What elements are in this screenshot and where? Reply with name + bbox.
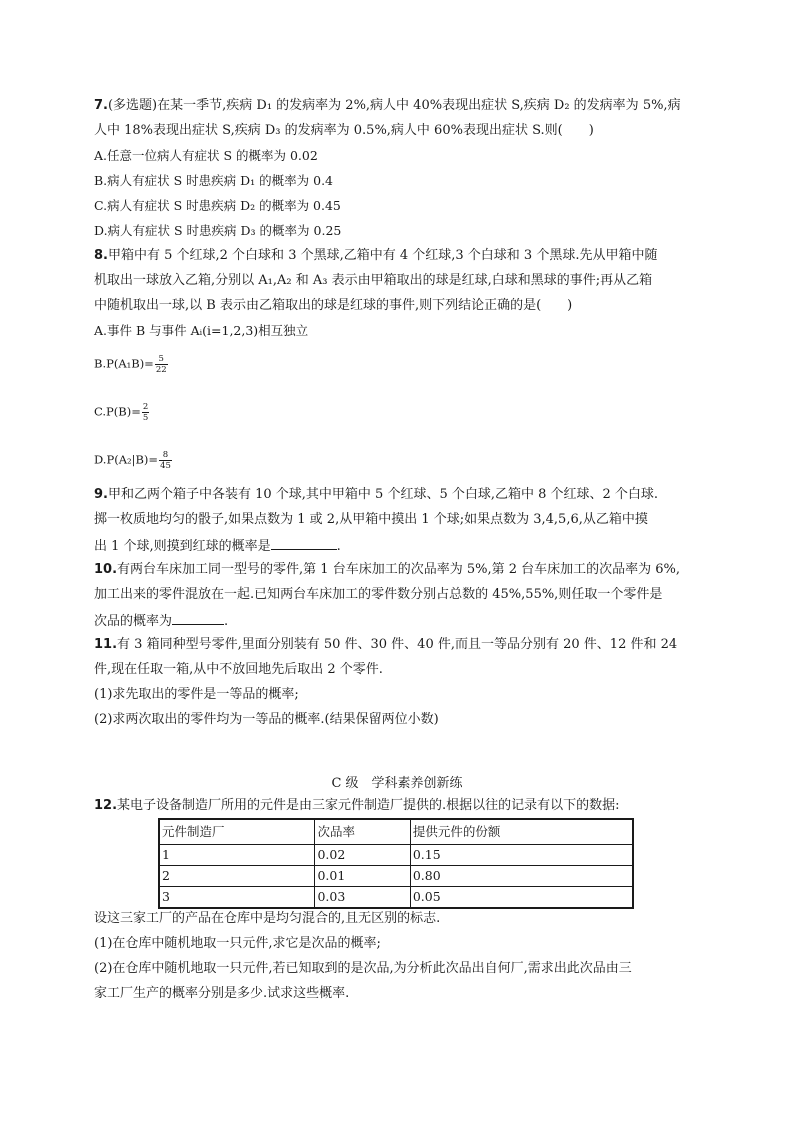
q9-line-2: 掷一枚质地均匀的骰子,如果点数为 1 或 2,从甲箱中摸出 1 个球;如果点数为 3,4,5,6,从乙箱中摸 xyxy=(94,512,648,527)
q8-option-a: A.事件 B 与事件 Aᵢ(i=1,2,3)相互独立 xyxy=(94,323,309,338)
q9-line-3: 出 1 个球,则摸到红球的概率是 . xyxy=(94,536,341,556)
q9-number: 9. xyxy=(94,487,108,502)
q7-option-a: A.任意一位病人有症状 S 的概率为 0.02 xyxy=(94,148,318,163)
q8-stem-line-1: 8.甲箱中有 5 个红球,2 个白球和 3 个黑球,乙箱中有 4 个红球,3 个白球和 3 个黑球.先从甲箱中随 xyxy=(94,248,658,263)
table-row xyxy=(159,866,633,887)
table-cell: 1 xyxy=(159,845,315,866)
q11-sub-1: (1)求先取出的零件是一等品的概率; xyxy=(94,687,299,702)
table-cell: 2 xyxy=(159,866,315,887)
q12-sub-1: (1)在仓库中随机地取一只元件,求它是次品的概率; xyxy=(94,936,381,951)
q12-intro: 12.某电子设备制造厂所用的元件是由三家元件制造厂提供的.根据以往的记录有以下的数据: xyxy=(94,798,620,813)
table-cell: 0.15 xyxy=(410,845,633,866)
q11-line-1: 11.有 3 箱同种型号零件,里面分别装有 50 件、30 件、40 件,而且一等品分别有 20 件、12 件和 24 xyxy=(94,637,678,652)
q11-sub-2: (2)求两次取出的零件均为一等品的概率.(结果保留两位小数) xyxy=(94,712,439,727)
fraction: $\frac{2}{5}$ xyxy=(142,402,149,423)
q8-stem-line-2: 机取出一球放入乙箱,分别以 A₁,A₂ 和 A₃ 表示由甲箱取出的球是红球,白球和黑球的事件;再从乙箱 xyxy=(94,273,653,288)
table-header: 次品率 xyxy=(315,819,410,845)
table-row xyxy=(159,845,633,866)
table-cell: 0.80 xyxy=(410,866,633,887)
answer-blank[interactable] xyxy=(172,611,224,625)
q12-after-table: 设这三家工厂的产品在仓库中是均匀混合的,且无区别的标志. xyxy=(94,911,441,926)
q12-sub-2-line-1: (2)在仓库中随机地取一只元件,若已知取到的是次品,为分析此次品出自何厂,需求出此次品由三 xyxy=(94,961,632,976)
q9-line-1: 9.甲和乙两个箱子中各装有 10 个球,其中甲箱中 5 个红球、5 个白球,乙箱中 8 个红球、2 个白球. xyxy=(94,487,659,502)
q8-stem-line-3: 中随机取出一球,以 B 表示由乙箱取出的球是红球的事件,则下列结论正确的是( ) xyxy=(94,298,573,313)
fraction: $\frac{8}{45}$ xyxy=(160,450,171,471)
table-header: 提供元件的份额 xyxy=(410,819,633,845)
q7-option-d: D.病人有症状 S 时患疾病 D₃ 的概率为 0.25 xyxy=(94,223,342,238)
q7-option-c: C.病人有症状 S 时患疾病 D₂ 的概率为 0.45 xyxy=(94,198,341,213)
q8-option-c: C.P(B)= $\frac{2}{5}$ xyxy=(94,402,149,423)
table-cell: 0.05 xyxy=(410,887,633,909)
answer-blank[interactable] xyxy=(271,536,337,550)
table-cell: 0.03 xyxy=(315,887,410,909)
q10-line-3: 次品的概率为 . xyxy=(94,611,228,631)
table-cell: 0.02 xyxy=(315,845,410,866)
q10-line-2: 加工出来的零件混放在一起.已知两台车床加工的零件数分别占总数的 45%,55%,则任取一个零件是 xyxy=(94,587,663,602)
q8-option-d: D.P(A₂|B)= $\frac{8}{45}$ xyxy=(94,450,171,471)
q10-number: 10. xyxy=(94,562,118,577)
q7-option-b: B.病人有症状 S 时患疾病 D₁ 的概率为 0.4 xyxy=(94,173,334,188)
table-header: 元件制造厂 xyxy=(159,819,315,845)
section-title: C 级 学科素养创新练 xyxy=(331,776,463,791)
q8-number: 8. xyxy=(94,248,108,263)
q11-line-2: 件,现在任取一箱,从中不放回地先后取出 2 个零件. xyxy=(94,662,383,677)
q12-sub-2-line-2: 家工厂生产的概率分别是多少.试求这些概率. xyxy=(94,986,350,1001)
q7-stem-line-1: 7.(多选题)在某一季节,疾病 D₁ 的发病率为 2%,病人中 40%表现出症状 S,疾病 D₂ 的发病率为 5%,病 xyxy=(94,98,681,113)
q12-number: 12. xyxy=(94,798,118,813)
q10-line-1: 10.有两台车床加工同一型号的零件,第 1 台车床加工的次品率为 5%,第 2 台车床加工的次品率为 6%, xyxy=(94,562,681,577)
q11-number: 11. xyxy=(94,637,118,652)
table-row xyxy=(159,887,633,909)
q7-stem-line-2: 人中 18%表现出症状 S,疾病 D₃ 的发病率为 0.5%,病人中 60%表现出症状 S.则( ) xyxy=(94,123,594,138)
table-header-row xyxy=(159,819,633,845)
q7-number: 7. xyxy=(94,98,108,113)
supplier-table xyxy=(158,818,634,909)
table-cell: 0.01 xyxy=(315,866,410,887)
fraction: $\frac{5}{22}$ xyxy=(155,354,167,375)
table-cell: 3 xyxy=(159,887,315,909)
q8-option-b: B.P(A₁B)= $\frac{5}{22}$ xyxy=(94,354,167,375)
